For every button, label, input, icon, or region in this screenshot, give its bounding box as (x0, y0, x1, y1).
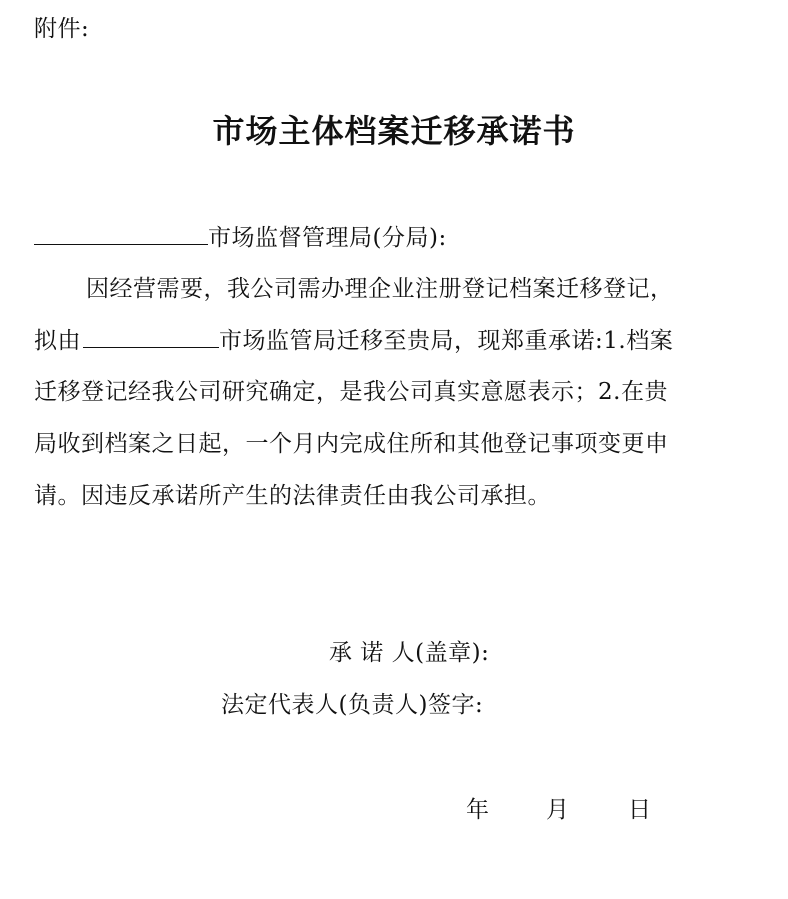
document-title: 市场主体档案迁移承诺书 (212, 112, 576, 150)
date-month-label: 月 (546, 797, 570, 823)
addressee-line (34, 222, 447, 253)
body-line-2-suffix: 市场监管局迁移至贵局，现郑重承诺:1.档案 (219, 328, 674, 354)
addressee-blank[interactable] (34, 222, 208, 245)
body-line-2 (34, 325, 673, 356)
body-line-2-prefix: 拟由 (34, 328, 81, 354)
body-line-1: 因经营需要，我公司需办理企业注册登记档案迁移登记， (86, 276, 674, 302)
body-line-5: 请。因违反承诺所产生的法律责任由我公司承担。 (34, 483, 551, 509)
origin-bureau-blank[interactable] (83, 325, 219, 348)
addressee-suffix: 市场监督管理局(分局): (208, 225, 447, 251)
date-day-label: 日 (628, 797, 652, 823)
promisor-seal-label: 承 诺 人(盖章): (329, 640, 490, 666)
body-line-3: 迁移登记经我公司研究确定，是我公司真实意愿表示；2.在贵 (34, 379, 668, 405)
body-line-4: 局收到档案之日起，一个月内完成住所和其他登记事项变更申 (34, 431, 669, 457)
attachment-label: 附件: (34, 16, 90, 42)
date-year-label: 年 (466, 797, 490, 823)
legal-representative-signature-label: 法定代表人(负责人)签字: (221, 692, 484, 718)
